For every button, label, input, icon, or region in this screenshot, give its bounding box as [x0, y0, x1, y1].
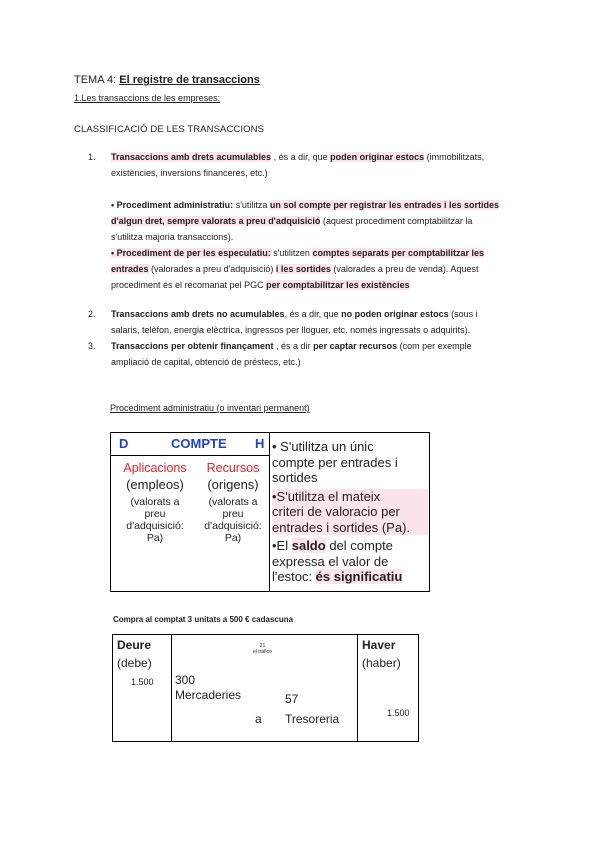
bullet-paragraph: • Procediment administratiu: s'utilitza un sol compte per registrar les entrades i les sortides d'algun dret, sempre valorats a preu d'adquisició (aquest procediment comptabilitzar la s'utilitza majoria transaccions). — [111, 200, 500, 242]
debit-account-name: Mercaderies — [175, 688, 242, 702]
item-number: 1. — [88, 152, 96, 162]
debit-account-code: 300 — [175, 673, 196, 687]
journal-entry-table — [112, 634, 419, 742]
list-item: Transaccions amb drets acumulables , és a dir, que poden originar estocs (immobilitzats, existències, inversions financeres, etc.) — [111, 152, 485, 178]
page-title: TEMA 4: El registre de transaccions — [74, 74, 260, 86]
debit-amount: 1.500 — [131, 677, 154, 687]
credit-amount: 1.500 — [387, 708, 410, 718]
credit-subheader: (haber) — [362, 656, 401, 670]
subtitle: 1.Les transaccions de les empreses: — [74, 93, 221, 103]
credit-account-code: 57 — [285, 692, 299, 706]
tiny-note: 21 el trafico — [253, 643, 272, 655]
item-number: 2. — [88, 309, 96, 319]
debit-subheader: (debe) — [117, 656, 152, 670]
debit-header: Deure — [117, 638, 152, 652]
example-caption: Compra al comptat 3 unitats a 500 € cadascuna — [113, 615, 294, 624]
account-t-table — [110, 432, 430, 592]
entry-connector: a — [255, 712, 262, 726]
section-heading: CLASSIFICACIÓ DE LES TRANSACCIONS — [74, 124, 265, 135]
list-item: Transaccions per obtenir finançament , és a dir per captar recursos (com per exemple ampliació de capital, obtenció de préstecs, etc.) — [111, 341, 472, 367]
t-account-notes: • S'utilitza un únic compte per entrades i sortides •S'utilitza el mateix criteri de valoracio per entrades i sortides (Pa). •El saldo del compte expressa el valor de l'estoc: és significatiu — [272, 439, 428, 585]
t-account-header: D COMPTE H — [111, 433, 269, 456]
column-divider — [357, 635, 358, 741]
credit-account-name: Tresoreria — [285, 712, 340, 726]
item-number: 3. — [88, 341, 96, 351]
debit-column: Aplicacions (empleos) (valorats a preu d'adquisició: Pa) — [123, 461, 187, 544]
bullet-paragraph: • Procediment de per les especulatiu: s'utilitzen comptes separats per comptabilitzar les entrades (valorades a preu d'adquisició) i les sortides (valorades a preu de venda). Aquest procediment és el recomanat pel PGC per comptabilitzar les existències — [111, 248, 485, 290]
credit-header: Haver — [362, 638, 396, 652]
column-divider — [171, 635, 172, 741]
list-item: Transaccions amb drets no acumulables, és a dir, que no poden originar estocs (sous i salaris, telèfon, energia elèctrica, ingressos per lloguer, etc. només ingressats o adquirits). — [111, 309, 478, 335]
procedure-title: Procediment administratiu (o inventari permanent) — [110, 403, 310, 413]
t-account-left — [111, 433, 270, 591]
credit-column: Recursos (origens) (valorats a preu d'adquisició: Pa) — [204, 461, 262, 544]
